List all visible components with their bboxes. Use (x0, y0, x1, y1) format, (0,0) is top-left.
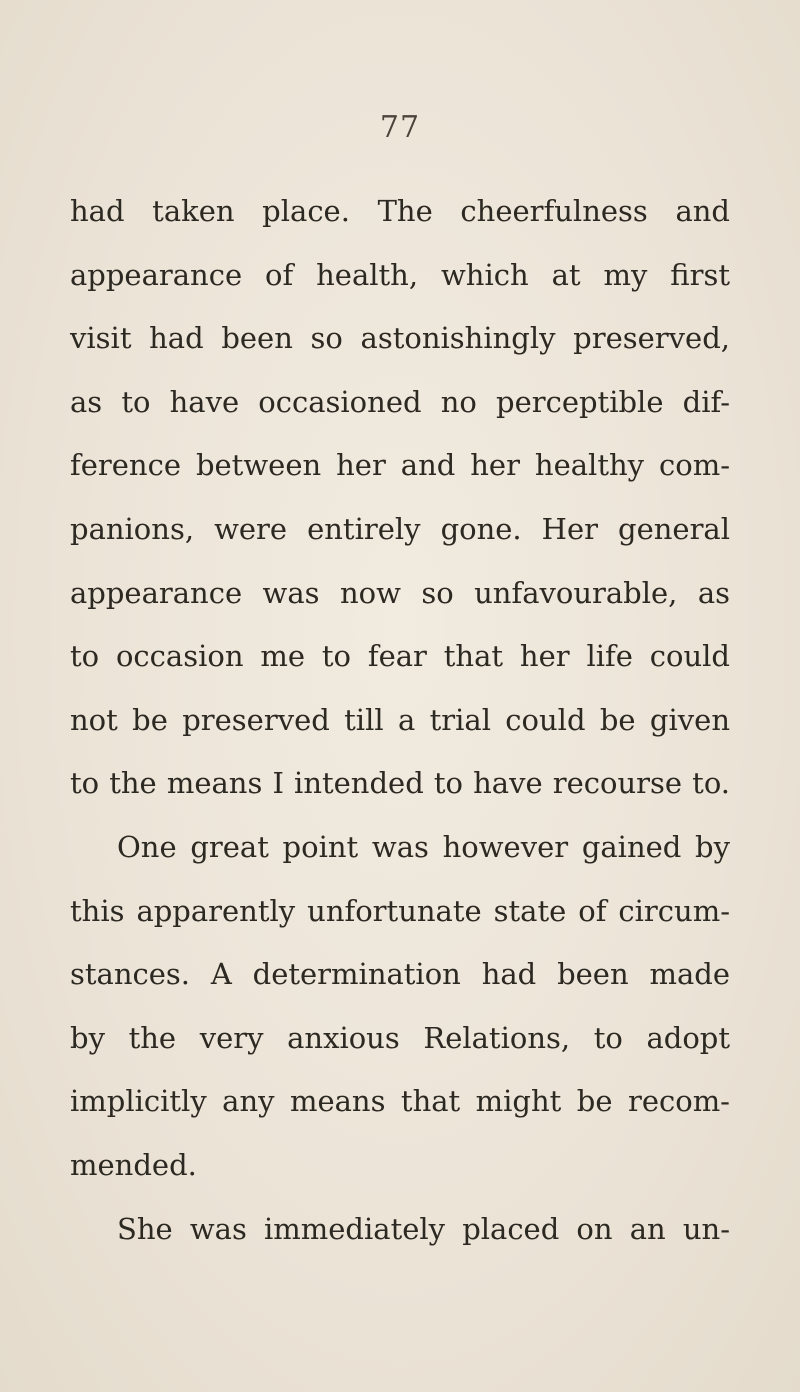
body-text (70, 180, 730, 1261)
page-number: 77 (379, 110, 421, 145)
text-line: appearance was now so unfavourable, as (70, 575, 730, 610)
text-line: stances. A determination had been made (70, 957, 730, 992)
text-line: panions, were entirely gone. Her general (70, 511, 730, 546)
text-line: visit had been so astonishingly preserved, (70, 321, 730, 356)
text-line: appearance of health, which at my first (70, 257, 730, 292)
paragraph-1 (70, 180, 730, 816)
text-line: by the very anxious Relations, to adopt (70, 1020, 730, 1055)
paragraph-3 (70, 1198, 730, 1262)
text-line: implicitly any means that might be recom- (70, 1084, 730, 1119)
text-line: to occasion me to fear that her life could (70, 639, 730, 674)
paragraph-2 (70, 816, 730, 1198)
text-line: One great point was however gained by (117, 829, 730, 864)
text-line: as to have occasioned no perceptible dif- (70, 384, 730, 419)
text-line: had taken place. The cheerfulness and (70, 194, 730, 228)
text-line: this apparently unfortunate state of circum- (70, 893, 730, 928)
text-line: not be preserved till a trial could be given (70, 702, 730, 737)
text-line: She was immediately placed on an un- (117, 1211, 730, 1246)
text-line: to the means I intended to have recourse to. (70, 766, 730, 801)
text-line: ference between her and her healthy com- (70, 448, 730, 483)
text-line: mended. (70, 1147, 197, 1182)
